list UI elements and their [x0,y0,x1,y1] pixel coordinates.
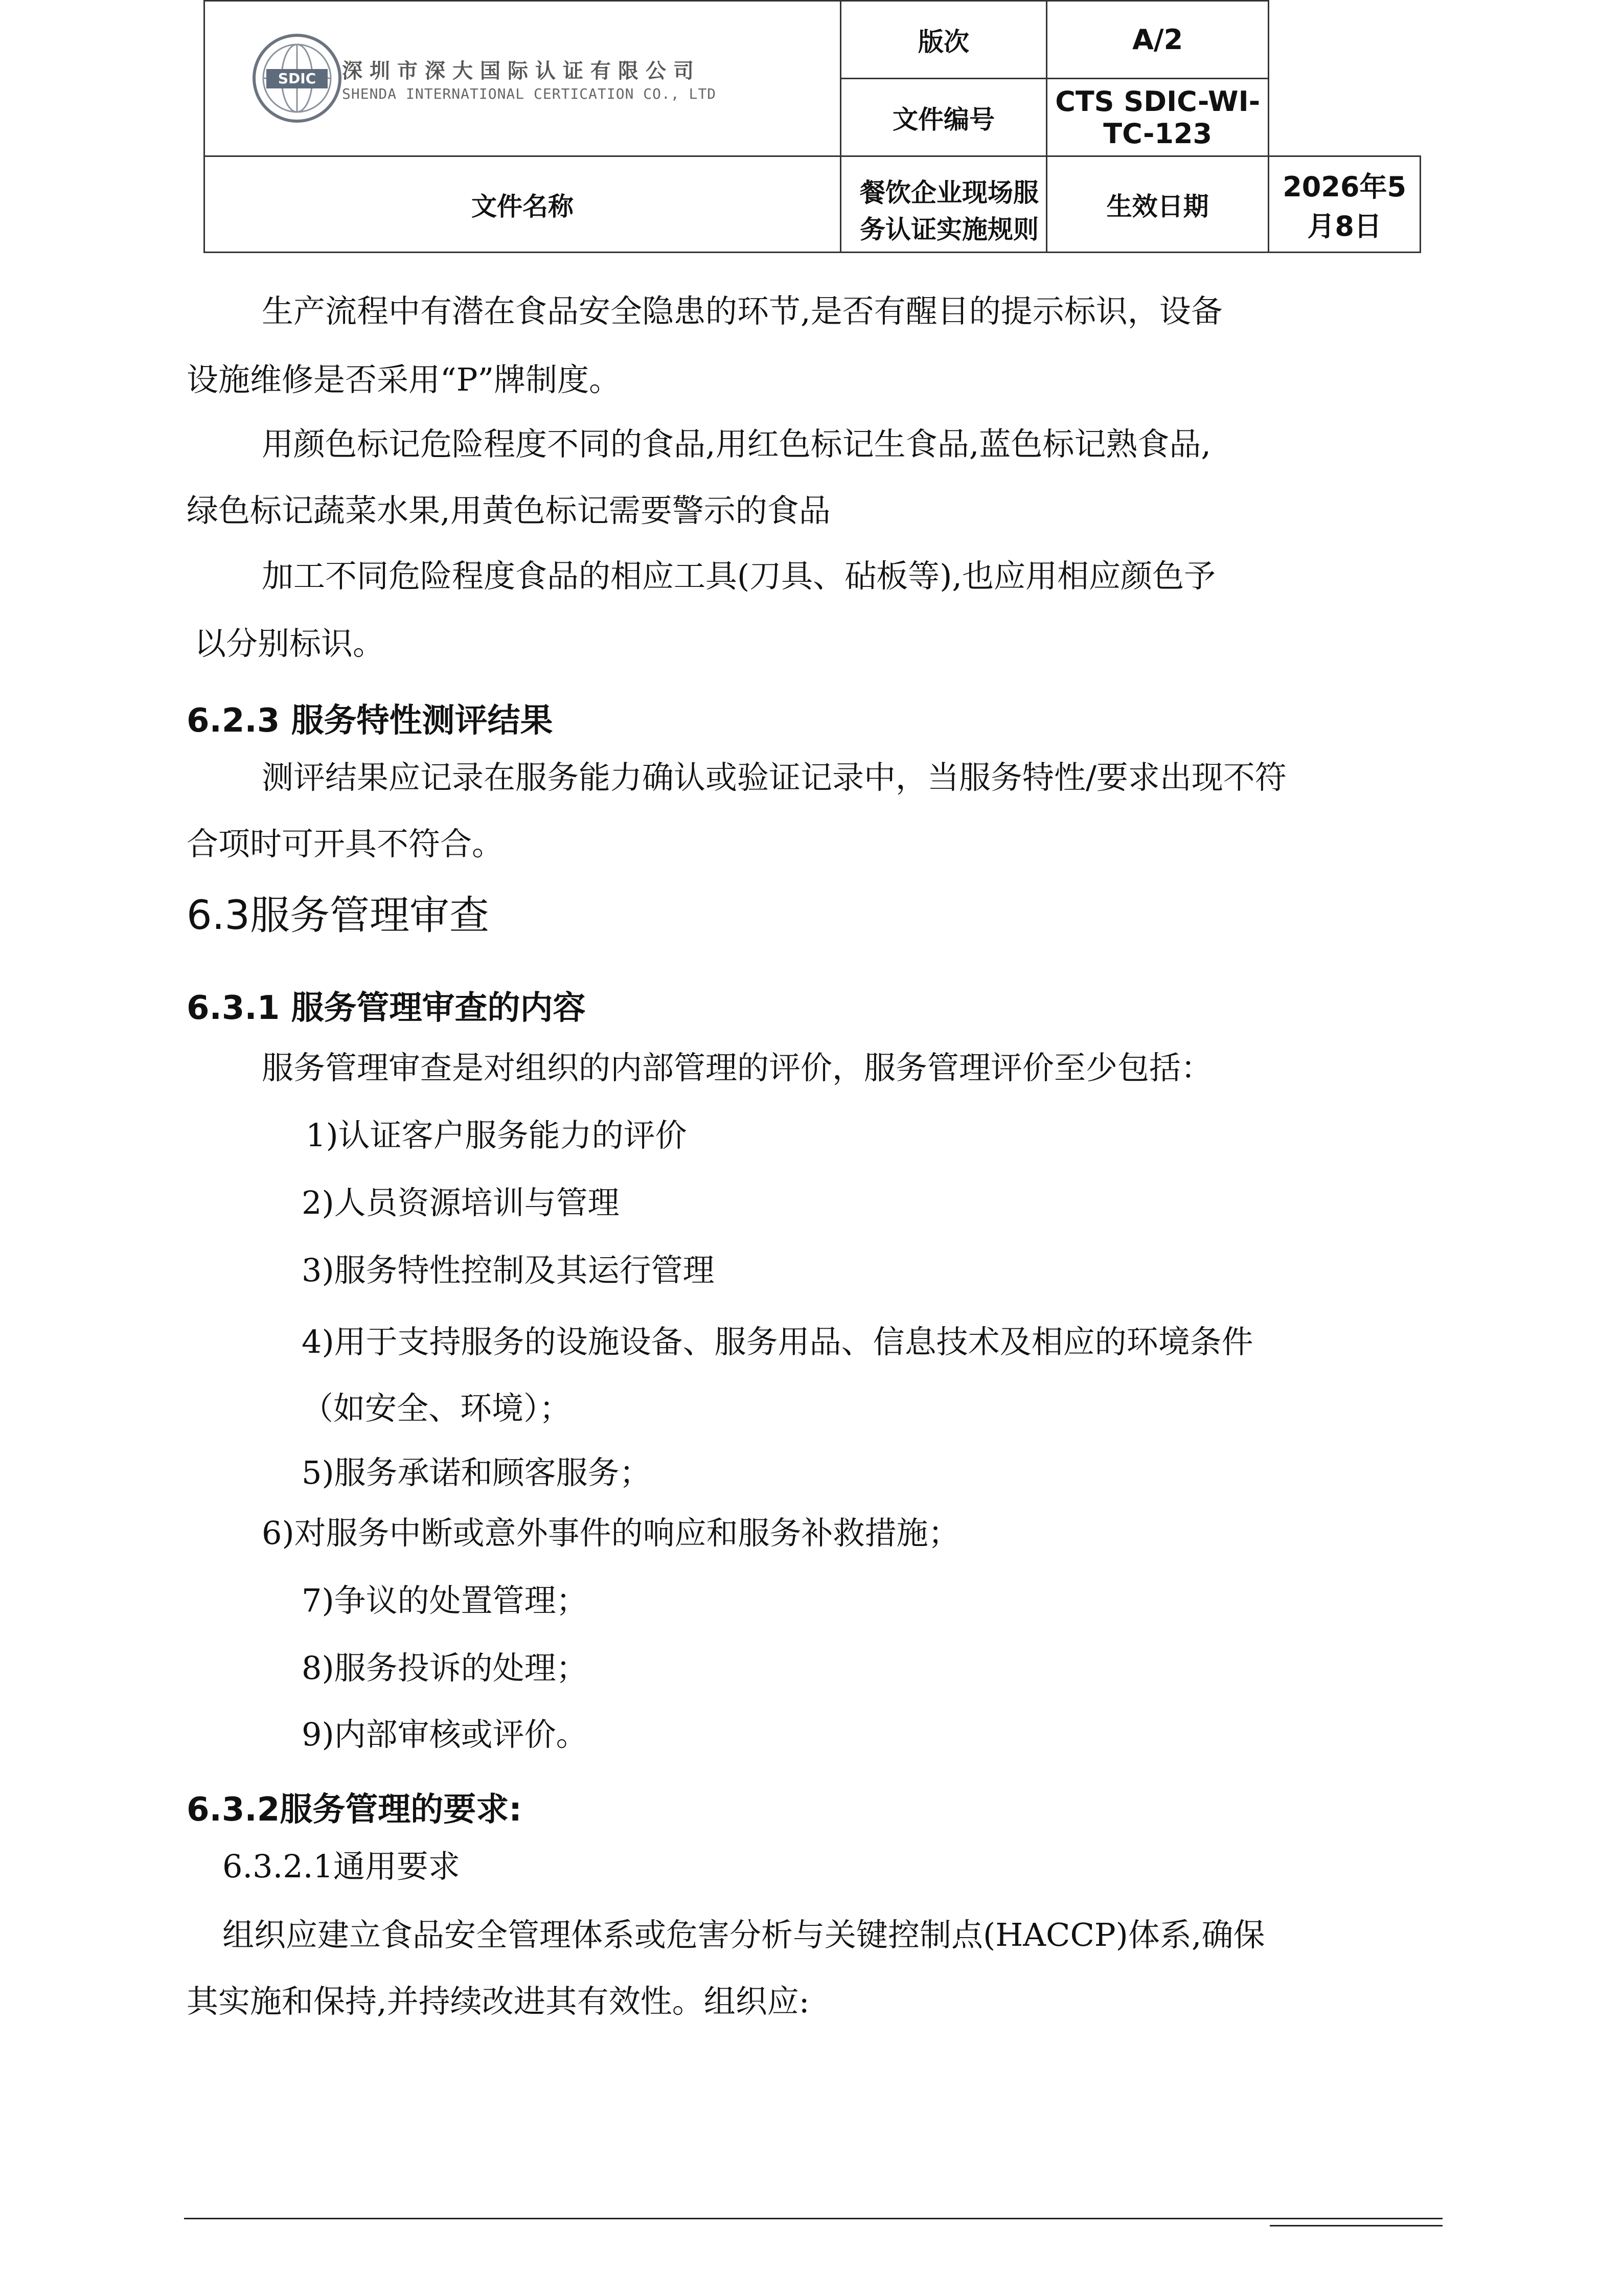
list-item: 1)认证客户服务能力的评价 [306,1117,687,1154]
section-heading-6-2-3: 6.2.3 服务特性测评结果 [187,702,553,740]
paragraph-line: 组织应建立食品安全管理体系或危害分析与关键控制点(HACCP)体系,确保 [222,1916,1265,1953]
list-item: 9)内部审核或评价。 [302,1716,588,1753]
list-item: 4)用于支持服务的设施设备、服务用品、信息技术及相应的环境条件 [302,1323,1253,1360]
paragraph-line: 其实施和保持,并持续改进其有效性。组织应: [187,1983,810,2020]
logo-text: SDIC [278,70,316,87]
list-item: 7)争议的处置管理； [302,1582,588,1619]
list-item: 8)服务投诉的处理； [302,1649,588,1687]
list-item-continuation: （如安全、环境）； [302,1390,572,1427]
document-header-table [203,0,1421,253]
company-name-cn: 深圳市深大国际认证有限公司 [342,59,701,83]
docname-label: 文件名称 [204,156,841,253]
docname-value-cell [841,156,1047,253]
list-item: 5)服务承诺和顾客服务； [302,1454,651,1491]
paragraph-line: 绿色标记蔬菜水果,用黄色标记需要警示的食品 [187,492,831,529]
sdic-globe-logo-icon [251,32,343,124]
docno-value: CTS SDIC-WI-TC-123 [1047,79,1269,156]
paragraph-line: 合项时可开具不符合。 [187,825,504,862]
company-name-en: SHENDA INTERNATIONAL CERTICATION CO., LTD [342,85,717,102]
version-label: 版次 [841,1,1047,79]
paragraph-line: 以分别标识。 [194,625,385,662]
paragraph-line: 设施维修是否采用“P”牌制度。 [187,361,621,398]
paragraph-line: 测评结果应记录在服务能力确认或验证记录中，当服务特性/要求出现不符 [262,759,1287,796]
footer-rule [184,2218,1443,2219]
paragraph-line: 用颜色标记危险程度不同的食品,用红色标记生食品,蓝色标记熟食品, [262,425,1211,463]
footer-rule-short [1270,2225,1443,2226]
subsection-heading-6-3-2-1: 6.3.2.1通用要求 [222,1848,460,1885]
section-heading-6-3: 6.3服务管理审查 [187,893,490,939]
paragraph-line: 服务管理审查是对组织的内部管理的评价，服务管理评价至少包括： [262,1049,1213,1086]
paragraph-line: 加工不同危险程度食品的相应工具(刀具、砧板等),也应用相应颜色予 [262,557,1216,595]
list-item: 3)服务特性控制及其运行管理 [302,1252,715,1289]
list-item: 6)对服务中断或意外事件的响应和服务补救措施； [262,1514,960,1552]
list-item: 2)人员资源培训与管理 [302,1184,620,1221]
section-heading-6-3-2: 6.3.2服务管理的要求: [187,1791,522,1829]
paragraph-line: 生产流程中有潜在食品安全隐患的环节,是否有醒目的提示标识，设备 [262,292,1223,330]
section-heading-6-3-1: 6.3.1 服务管理审查的内容 [187,989,586,1027]
company-logo-cell [204,1,841,156]
version-value: A/2 [1047,1,1269,79]
effective-date-value: 2026年5月8日 [1269,156,1421,253]
effective-date-label: 生效日期 [1047,156,1269,253]
docno-label: 文件编号 [841,79,1047,156]
docname-value: 餐饮企业现场服务认证实施规则 [860,178,1039,244]
